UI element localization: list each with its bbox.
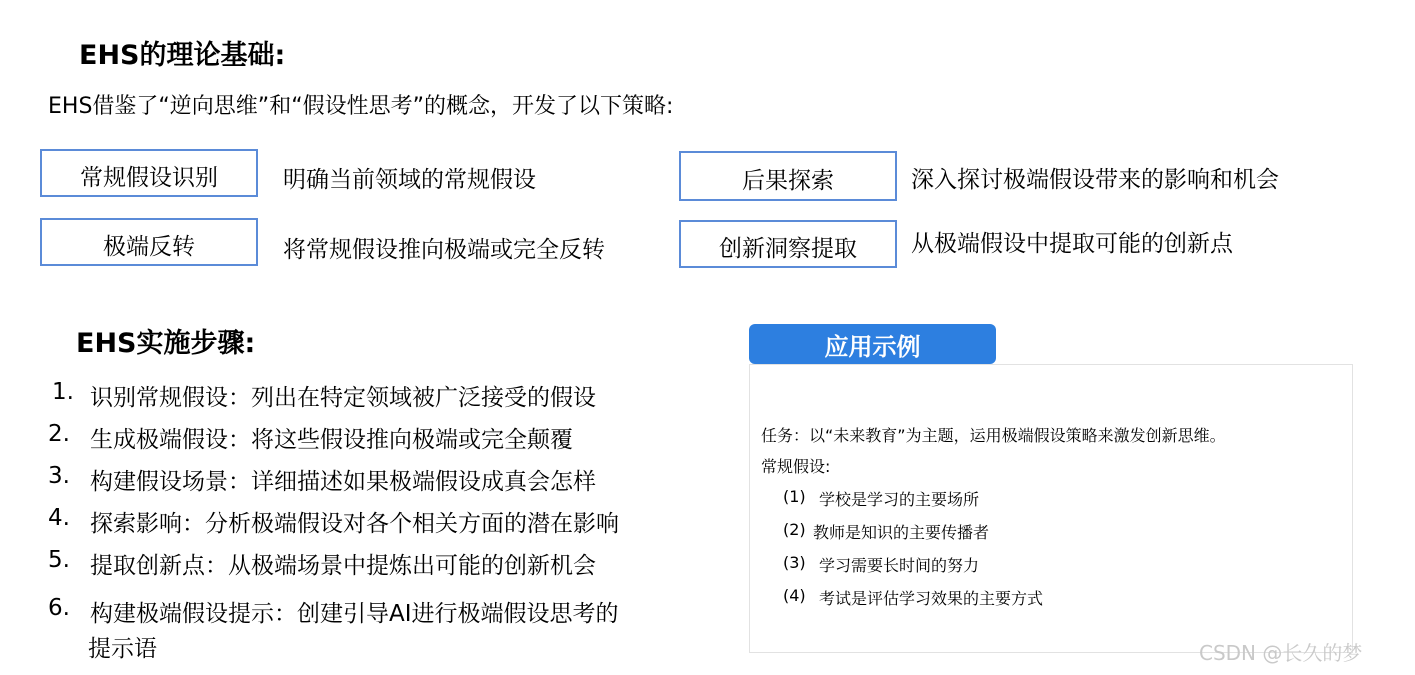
step-number: 2. — [48, 421, 70, 447]
assumption-number: (1) — [783, 487, 806, 506]
assumption-text: 学习需要长时间的努力 — [819, 556, 980, 575]
theory-title: EHS的理论基础: — [79, 40, 286, 71]
step-text: 提取创新点：从极端场景中提炼出可能的创新机会 — [90, 553, 596, 579]
assumption-text: 教师是知识的主要传播者 — [813, 523, 990, 542]
strategy-box-reverse: 极端反转 — [40, 218, 258, 266]
example-tab: 应用示例 — [749, 324, 996, 364]
assumption-text: 学校是学习的主要场所 — [819, 490, 980, 509]
step-number: 5. — [48, 547, 70, 573]
step-text-continued: 提示语 — [88, 636, 157, 662]
steps-title: EHS实施步骤: — [76, 328, 256, 359]
step-number: 6. — [48, 595, 70, 621]
strategy-box-extract: 创新洞察提取 — [679, 220, 897, 268]
example-subtitle: 常规假设: — [761, 457, 831, 476]
theory-intro: EHS借鉴了“逆向思维”和“假设性思考”的概念，开发了以下策略: — [48, 94, 674, 119]
strategy-desc-reverse: 将常规假设推向极端或完全反转 — [283, 237, 605, 263]
strategy-desc-extract: 从极端假设中提取可能的创新点 — [911, 231, 1233, 257]
strategy-box-identify: 常规假设识别 — [40, 149, 258, 197]
step-number: 3. — [48, 463, 70, 489]
example-task: 任务：以“未来教育”为主题，运用极端假设策略来激发创新思维。 — [761, 426, 1226, 445]
watermark-text: CSDN @长久的梦 — [1199, 641, 1363, 665]
strategy-desc-identify: 明确当前领域的常规假设 — [283, 167, 536, 193]
step-text: 识别常规假设：列出在特定领域被广泛接受的假设 — [90, 385, 596, 411]
strategy-box-explore: 后果探索 — [679, 151, 897, 201]
assumption-text: 考试是评估学习效果的主要方式 — [819, 589, 1044, 608]
step-number: 4. — [48, 505, 70, 531]
step-number: 1. — [52, 379, 74, 405]
assumption-number: (4) — [783, 586, 806, 605]
step-text: 生成极端假设：将这些假设推向极端或完全颠覆 — [90, 427, 573, 453]
strategy-desc-explore: 深入探讨极端假设带来的影响和机会 — [911, 167, 1279, 193]
assumption-number: (2) — [783, 520, 806, 539]
step-text: 探索影响：分析极端假设对各个相关方面的潜在影响 — [90, 511, 619, 537]
step-text: 构建假设场景：详细描述如果极端假设成真会怎样 — [90, 469, 596, 495]
step-text: 构建极端假设提示：创建引导AI进行极端假设思考的 — [90, 601, 619, 627]
assumption-number: (3) — [783, 553, 806, 572]
